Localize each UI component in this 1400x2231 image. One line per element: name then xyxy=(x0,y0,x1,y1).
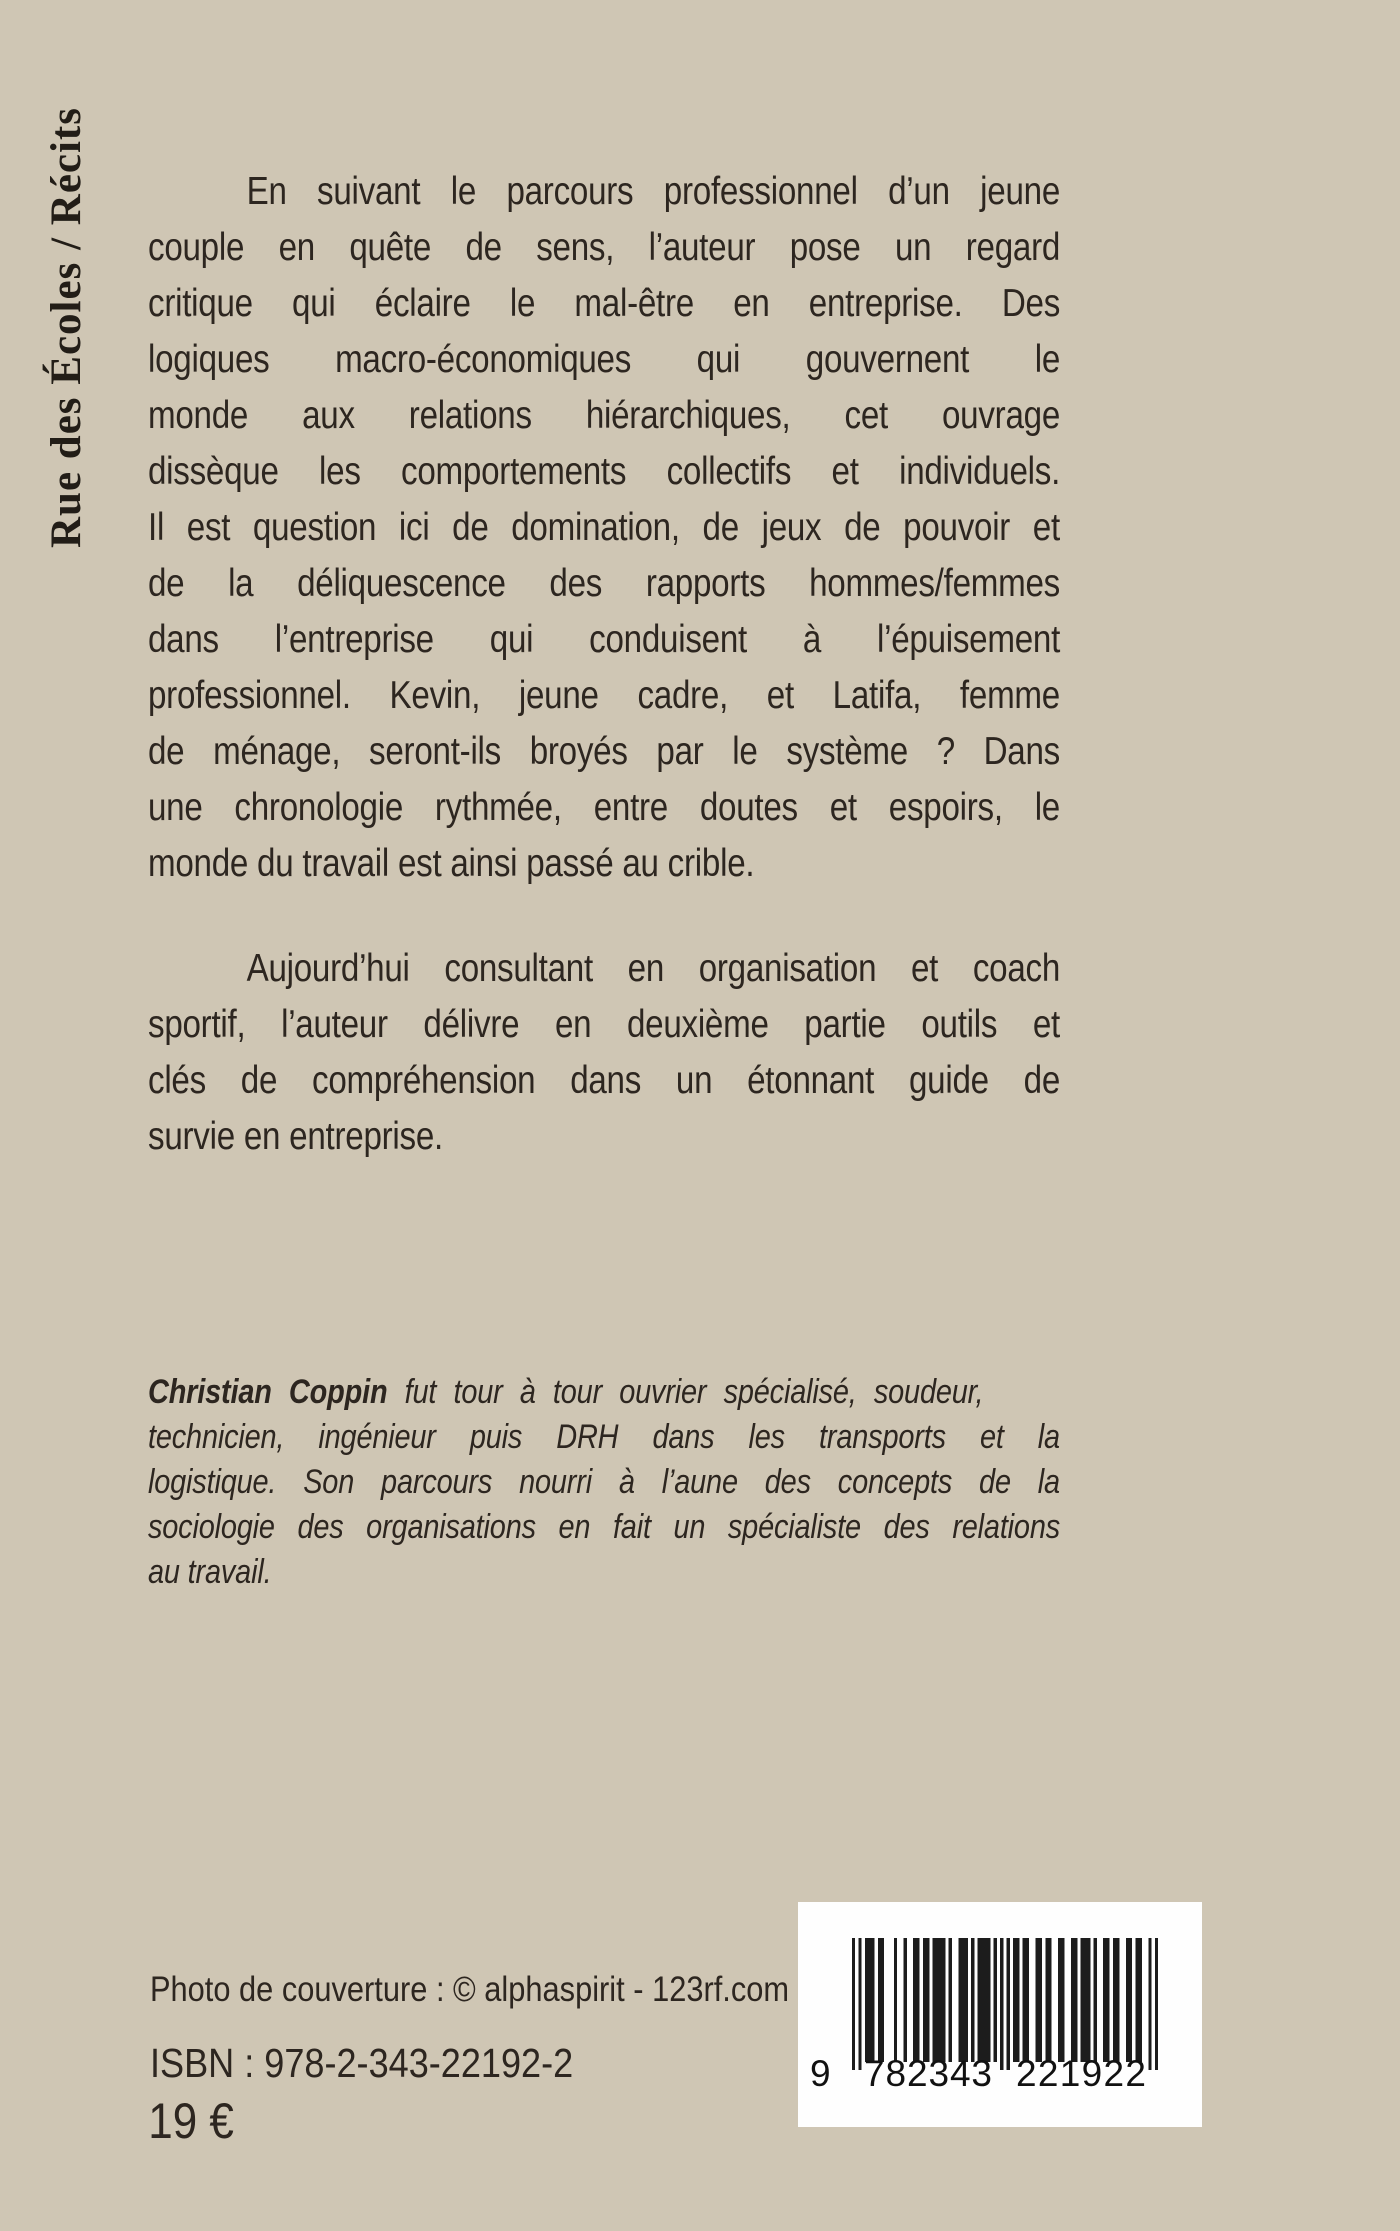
text-line: dissèque les comportements collectifs et individuels. xyxy=(148,450,1061,493)
isbn-number: ISBN : 978-2-343-22192-2 xyxy=(150,2040,574,2086)
barcode-bar xyxy=(1058,1938,1064,2062)
barcode-bar xyxy=(1126,1938,1132,2062)
barcode-bar xyxy=(971,1938,974,2062)
barcode-bar xyxy=(1045,1938,1051,2062)
barcode-bar xyxy=(994,1938,997,2062)
text-line: monde du travail est ainsi passé au crible. xyxy=(148,842,755,885)
barcode-bar xyxy=(913,1938,919,2062)
text-line: critique qui éclaire le mal-être en entreprise. Des xyxy=(148,282,1061,325)
text-line: monde aux relations hiérarchiques, cet ouvrage xyxy=(148,394,1061,437)
barcode-left-digits: 7 8 2 3 4 3 xyxy=(864,2053,992,2094)
ean13-barcode xyxy=(852,1938,1158,2070)
text-line: survie en entreprise. xyxy=(148,1115,443,1158)
barcode-bar xyxy=(878,1938,884,2062)
barcode-bar xyxy=(1081,1938,1091,2062)
barcode-bar xyxy=(894,1938,897,2062)
barcode-bar xyxy=(1007,1938,1010,2070)
text-line: sociologie des organisations en fait un spécialiste des relations xyxy=(148,1508,1061,1546)
text-line: dans l’entreprise qui conduisent à l’épuisement xyxy=(148,618,1061,661)
barcode-bar xyxy=(1013,1938,1019,2062)
barcode-bar xyxy=(933,1938,946,2062)
barcode-bar xyxy=(1113,1938,1119,2062)
barcode-bar xyxy=(1094,1938,1097,2062)
barcode-bar xyxy=(858,1938,861,2070)
barcode-bar xyxy=(1155,1938,1158,2070)
barcode-bar xyxy=(865,1938,875,2062)
text-line: Aujourd’hui consultant en organisation et coach xyxy=(246,947,1061,990)
barcode-bar xyxy=(1103,1938,1109,2062)
text-line: de ménage, seront-ils broyés par le système ? Dans xyxy=(148,730,1060,773)
text-line: Il est question ici de domination, de jeux de pouvoir et xyxy=(148,506,1060,549)
barcode-bar xyxy=(1071,1938,1077,2062)
text-line: au travail. xyxy=(148,1553,272,1591)
text-line: technicien, ingénieur puis DRH dans les transports et la xyxy=(148,1418,1060,1456)
barcode-bar xyxy=(1023,1938,1029,2062)
barcode-right-digits: 2 2 1 9 2 2 xyxy=(1016,2053,1146,2094)
barcode-bar xyxy=(978,1938,991,2062)
barcode-bar xyxy=(1135,1938,1141,2062)
barcode-bar xyxy=(904,1938,907,2062)
collection-spine-label: Rue des Écoles / Récits xyxy=(43,107,90,548)
photo-credit: Photo de couverture : © alphaspirit - 123rf.com xyxy=(150,1970,790,2009)
barcode-panel xyxy=(798,1902,1202,2127)
barcode-bar xyxy=(958,1938,968,2062)
text-line: clés de compréhension dans un étonnant guide de xyxy=(148,1059,1061,1102)
text-line: logiques macro-économiques qui gouvernent le xyxy=(148,338,1061,381)
text-line: de la déliquescence des rapports hommes/femmes xyxy=(148,562,1060,605)
text-line: couple en quête de sens, l’auteur pose un regard xyxy=(148,226,1061,269)
price: 19 € xyxy=(148,2093,234,2149)
author-name: Christian Coppin xyxy=(148,1373,388,1411)
text-line: professionnel. Kevin, jeune cadre, et Latifa, femme xyxy=(148,674,1060,717)
barcode-first-digit: 9 xyxy=(810,2053,831,2094)
barcode-bar xyxy=(1148,1938,1151,2070)
text-line: sportif, l’auteur délivre en deuxième partie outils et xyxy=(148,1003,1061,1046)
author-bio-first-line-rest: fut tour à tour ouvrier spécialisé, soudeur, xyxy=(387,1373,984,1411)
text-line: logistique. Son parcours nourri à l’aune des concepts de la xyxy=(148,1463,1060,1501)
text-line: une chronologie rythmée, entre doutes et espoirs, le xyxy=(148,786,1060,829)
barcode-bar xyxy=(1036,1938,1042,2062)
barcode-bar xyxy=(949,1938,952,2062)
barcode-bar xyxy=(923,1938,929,2062)
barcode-bar xyxy=(1000,1938,1003,2070)
imprint-block xyxy=(150,0,942,2231)
barcode-bar xyxy=(852,1938,855,2070)
text-line: En suivant le parcours professionnel d’un jeune xyxy=(246,170,1061,213)
